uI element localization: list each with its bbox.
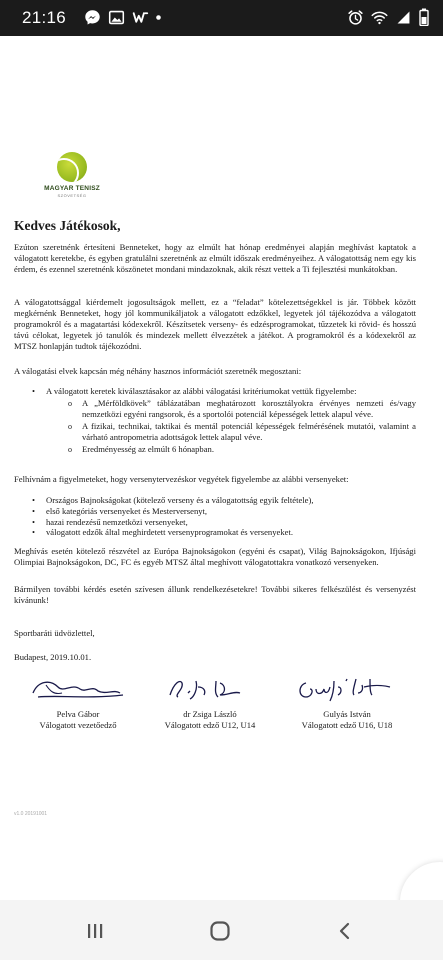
letter-document: [0, 120, 443, 900]
logo: [32, 152, 112, 198]
list-item: o A fizikai, technikai, taktikai és mentál potenciál képességek felmérésének mutatói, valamint a várható antropometria adottságok lettek alapul véve.: [68, 421, 416, 443]
signature-3: [282, 673, 412, 731]
signer-role: Válogatott edző U16, U18: [301, 720, 393, 730]
home-icon: [209, 920, 231, 942]
paragraph-mandatory: Meghívás esetén kötelező részvétel az Európa Bajnokságokon (egyéni és csapat), Világ Bajnokságokon, Ifjúsági Olimpiai Bajnokságokon, DC, FC és egyéb MTSZ által meghívott válogatottakra vonatkozó versenyeken.: [14, 546, 416, 567]
signature-2: [150, 673, 270, 731]
battery-icon: [419, 8, 429, 26]
list-item: o Eredményesség az elmúlt 6 hónapban.: [68, 444, 416, 455]
dot-icon: [156, 15, 161, 20]
w-app-icon: [132, 9, 149, 26]
navigation-bar: [0, 900, 443, 960]
handwritten-signature: [160, 673, 260, 703]
status-bar: [0, 0, 443, 36]
list-item: • hazai rendezésű nemzetközi versenyeket,: [30, 517, 416, 528]
list-item: o A „Mérföldkövek” táblázatában meghatározott korosztályokra érvényes nemzeti és/vagy nemzetközi egyéni rangsorok, és a sportolói potenciál képességek lettek alapul véve.: [68, 398, 416, 420]
paragraph-questions: Bármilyen további kérdés esetén szívesen állunk rendelkezésetekre! További sikeres felkészülést és versenyzést kívánunk!: [14, 584, 416, 605]
system-icons: [347, 8, 429, 26]
competitions-list: [30, 495, 416, 538]
list-item: • első kategóriás versenyeket és Mesterversenyt,: [30, 506, 416, 517]
paragraph-competitions-intro: Felhívnám a figyelmeteket, hogy versenytervezéskor vegyétek figyelembe az alábbi versenyeket:: [14, 474, 349, 484]
home-button[interactable]: [207, 918, 233, 944]
viewer-background: [0, 36, 443, 120]
signer-name: dr Zsiga László: [183, 709, 237, 719]
signer-role: Válogatott edző U12, U14: [164, 720, 256, 730]
back-icon: [335, 921, 355, 941]
paragraph-selection-intro: A válogatási elvek kapcsán még néhány hasznos információt szeretnék megosztani:: [14, 366, 302, 376]
logo-name: MAGYAR TENISZ: [44, 185, 100, 192]
wifi-icon: [371, 9, 388, 26]
recents-icon: [85, 921, 105, 941]
signer-role: Válogatott vezetőedző: [39, 720, 117, 730]
logo-subtitle: SZÖVETSÉG: [57, 193, 87, 198]
status-time: 21:16: [22, 8, 67, 27]
paragraph-duties: A válogatottsággal kiérdemelt jogosultságok mellett, ez a “feladat” kötelezettségekkel is jár. Többek között megkérnénk Benneteket, hogy jól kommunikáljatok a válogatott edzőkkel, legyetek jól tájékozódva a válogatott programokról és a magatartási kódexekről. Készítsetek verseny- és edzésprogramokat, tűzzetek ki rövid- és hosszú távú célokat, legyetek jó tanulók és mindezek mellett élvezzétek a játékot. A programokról és a kódexekről az MTSZ honlapján tudtok tájékozódni.: [14, 297, 416, 351]
selection-criteria-list: [30, 386, 416, 456]
gallery-icon: [108, 9, 125, 26]
signature-1: [18, 673, 138, 731]
list-item: • válogatott edzők által meghirdetett versenyprogramokat és versenyeket.: [30, 527, 416, 538]
signer-name: Gulyás István: [323, 709, 371, 719]
paragraph-intro: Ezúton szeretnénk értesíteni Benneteket, hogy az elmúlt hat hónap eredményei alapján meghívást kaptatok a válogatott keretekbe, és egyben gratulálni szeretnénk az elmúlt időszak eredményeihez. A válogatottság nem egy kis érdem, és ezennel szeretnénk köszönetet mondani mindazoknak, akik részt vettek a Ti fejlesztési munkátokban.: [14, 242, 416, 274]
handwritten-signature: [292, 673, 402, 703]
back-button[interactable]: [332, 918, 358, 944]
notification-icons: [84, 9, 161, 26]
recents-button[interactable]: [82, 918, 108, 944]
messenger-icon: [84, 9, 101, 26]
tennis-ball-icon: [57, 152, 87, 182]
list-item: • Országos Bajnokságokat (kötelező verseny és a válogatottság egyik feltétele),: [30, 495, 416, 506]
list-item: [30, 386, 416, 455]
handwritten-signature: [28, 673, 128, 703]
signer-name: Pelva Gábor: [56, 709, 100, 719]
date-place: Budapest, 2019.10.01.: [14, 652, 92, 662]
alarm-icon: [347, 9, 364, 26]
criteria-sub-list: [46, 398, 416, 455]
signal-icon: [395, 9, 412, 26]
selection-criteria-heading: A válogatott keretek kiválasztásakor az alábbi válogatási kritériumokat vettük figyelembe:: [46, 386, 357, 396]
closing: Sportbaráti üdvözlettel,: [14, 628, 95, 638]
signature-block: [0, 673, 443, 743]
version-label: v1.0 20191001: [14, 811, 48, 817]
greeting: Kedves Játékosok,: [14, 218, 121, 233]
